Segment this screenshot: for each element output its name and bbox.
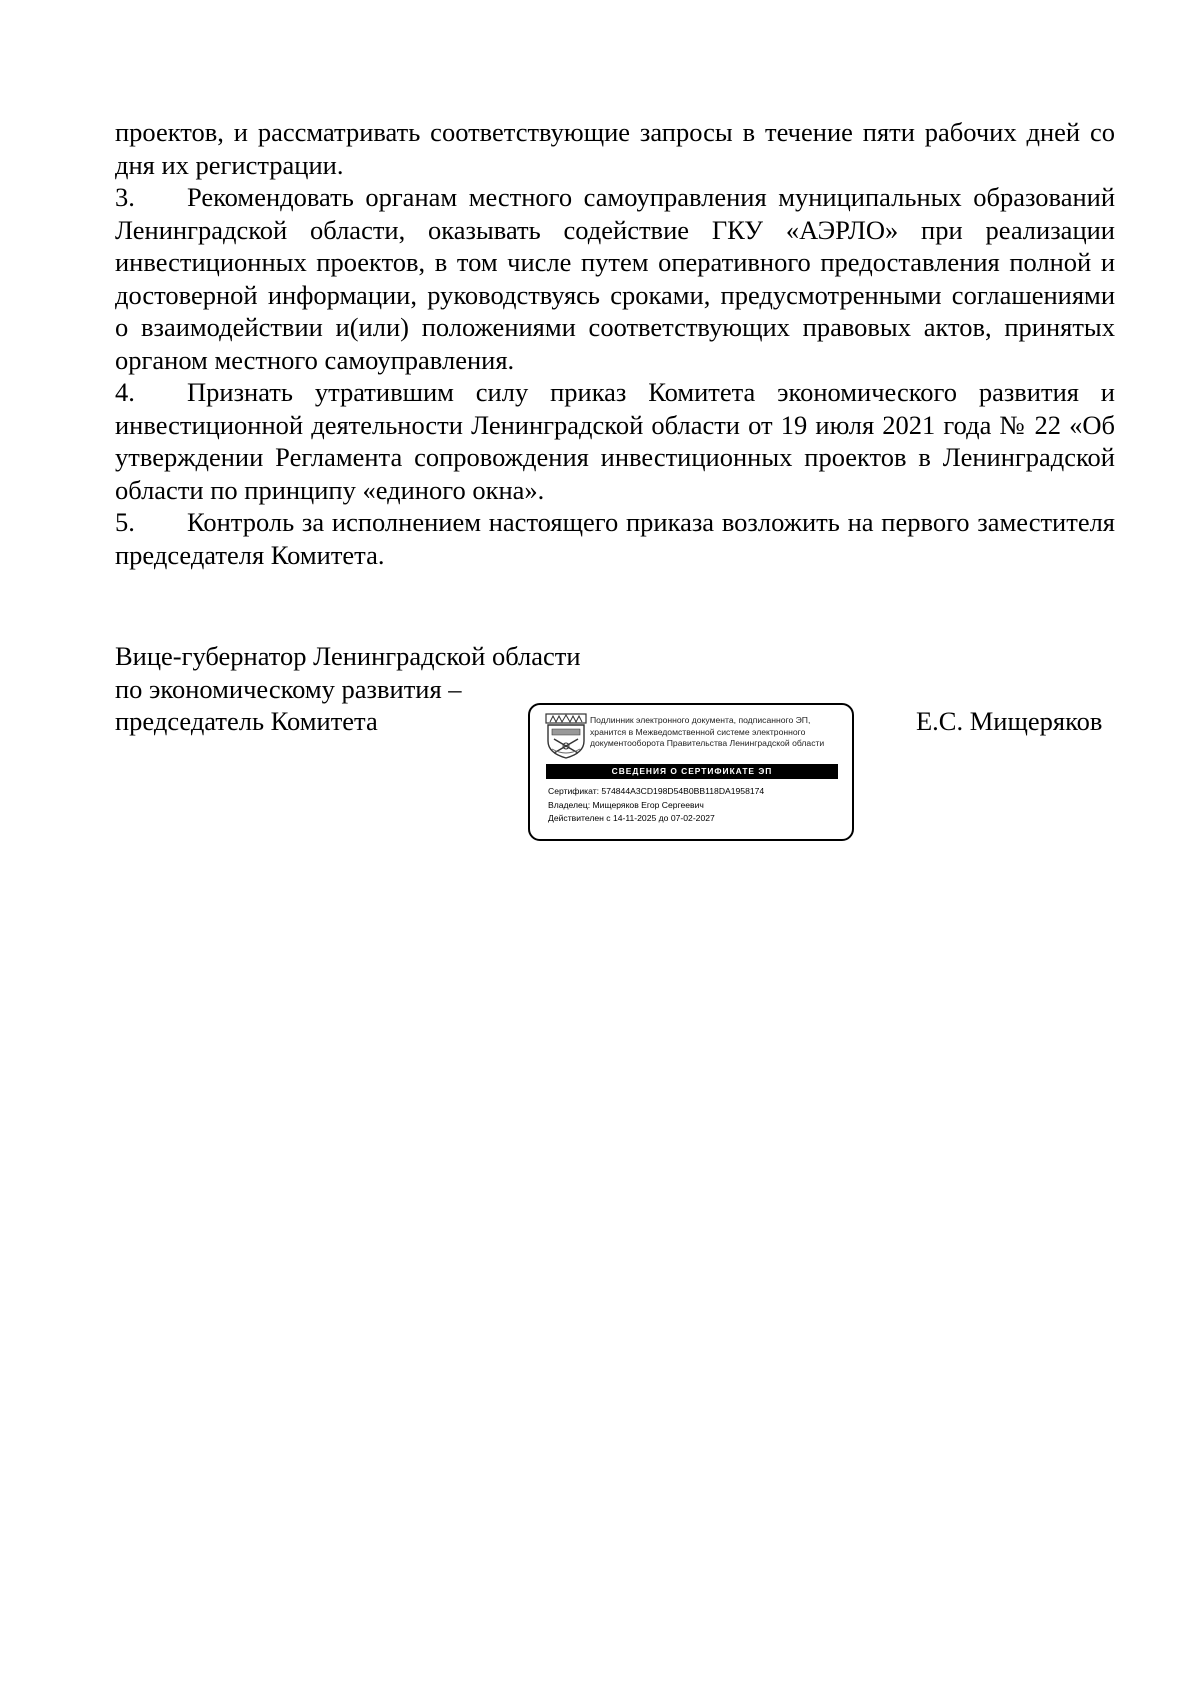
paragraph-continuation [115,116,1115,181]
note-line: хранится в Межведомственной системе электронного [590,726,806,737]
position-line: председатель Комитета [115,706,378,736]
paragraph-text: Рекомендовать органам местного самоуправления муниципальных образований Ленинградской области, оказывать содействие ГКУ «АЭРЛО» при реализации инвестиционных проектов, в том числе путем оперативного предоставления полной и достоверной информации, руководствуясь сроками, предусмотренными соглашениями о взаимодействии и(или) положениями соответствующих правовых актов, принятых органом местного самоуправления. [115,182,1115,375]
certificate-validity: Действителен с 14-11-2025 до 07-02-2027 [548,813,715,823]
electronic-signature-stamp [528,703,854,841]
certificate-owner: Владелец: Мищеряков Егор Сергеевич [548,799,704,810]
paragraph-item-3 [115,181,1115,376]
note-line: документооборота Правительства Ленинградской области [590,738,825,748]
document-body [115,116,1115,571]
paragraph-number: 5. [115,507,135,537]
paragraph-item-5 [115,506,1115,571]
paragraph-text: Признать утратившим силу приказ Комитета экономического развития и инвестиционной деятельности Ленинградской области от 19 июля 2021 года № 22 «Об утверждении Регламента сопровождения инвестиционных проектов в Ленинградской области по принципу «единого окна». [115,377,1115,505]
signatory-position [115,640,581,738]
signatory-name: Е.С. Мищеряков [916,706,1103,736]
position-line: Вице-губернатор Ленинградской области [115,641,581,671]
certificate-details [548,785,764,826]
certificate-number: Сертификат: 574844A3CD198D54B0BB118DA1958174 [548,786,765,796]
leningrad-oblast-coat-of-arms-icon [544,713,588,759]
position-line: по экономическому развития – [115,673,462,704]
paragraph-text: проектов, и рассматривать соответствующие запросы в течение пяти рабочих дней со дня их регистрации. [115,117,1115,180]
note-line: Подлинник электронного документа, подписанного ЭП, [590,715,811,725]
paragraph-number: 4. [115,377,135,407]
stamp-authenticity-note [590,715,846,750]
paragraph-text: Контроль за исполнением настоящего приказа возложить на первого заместителя председателя Комитета. [115,507,1115,570]
paragraph-item-4 [115,376,1115,506]
paragraph-number: 3. [115,182,135,212]
certificate-header: СВЕДЕНИЯ О СЕРТИФИКАТЕ ЭП [546,764,838,779]
